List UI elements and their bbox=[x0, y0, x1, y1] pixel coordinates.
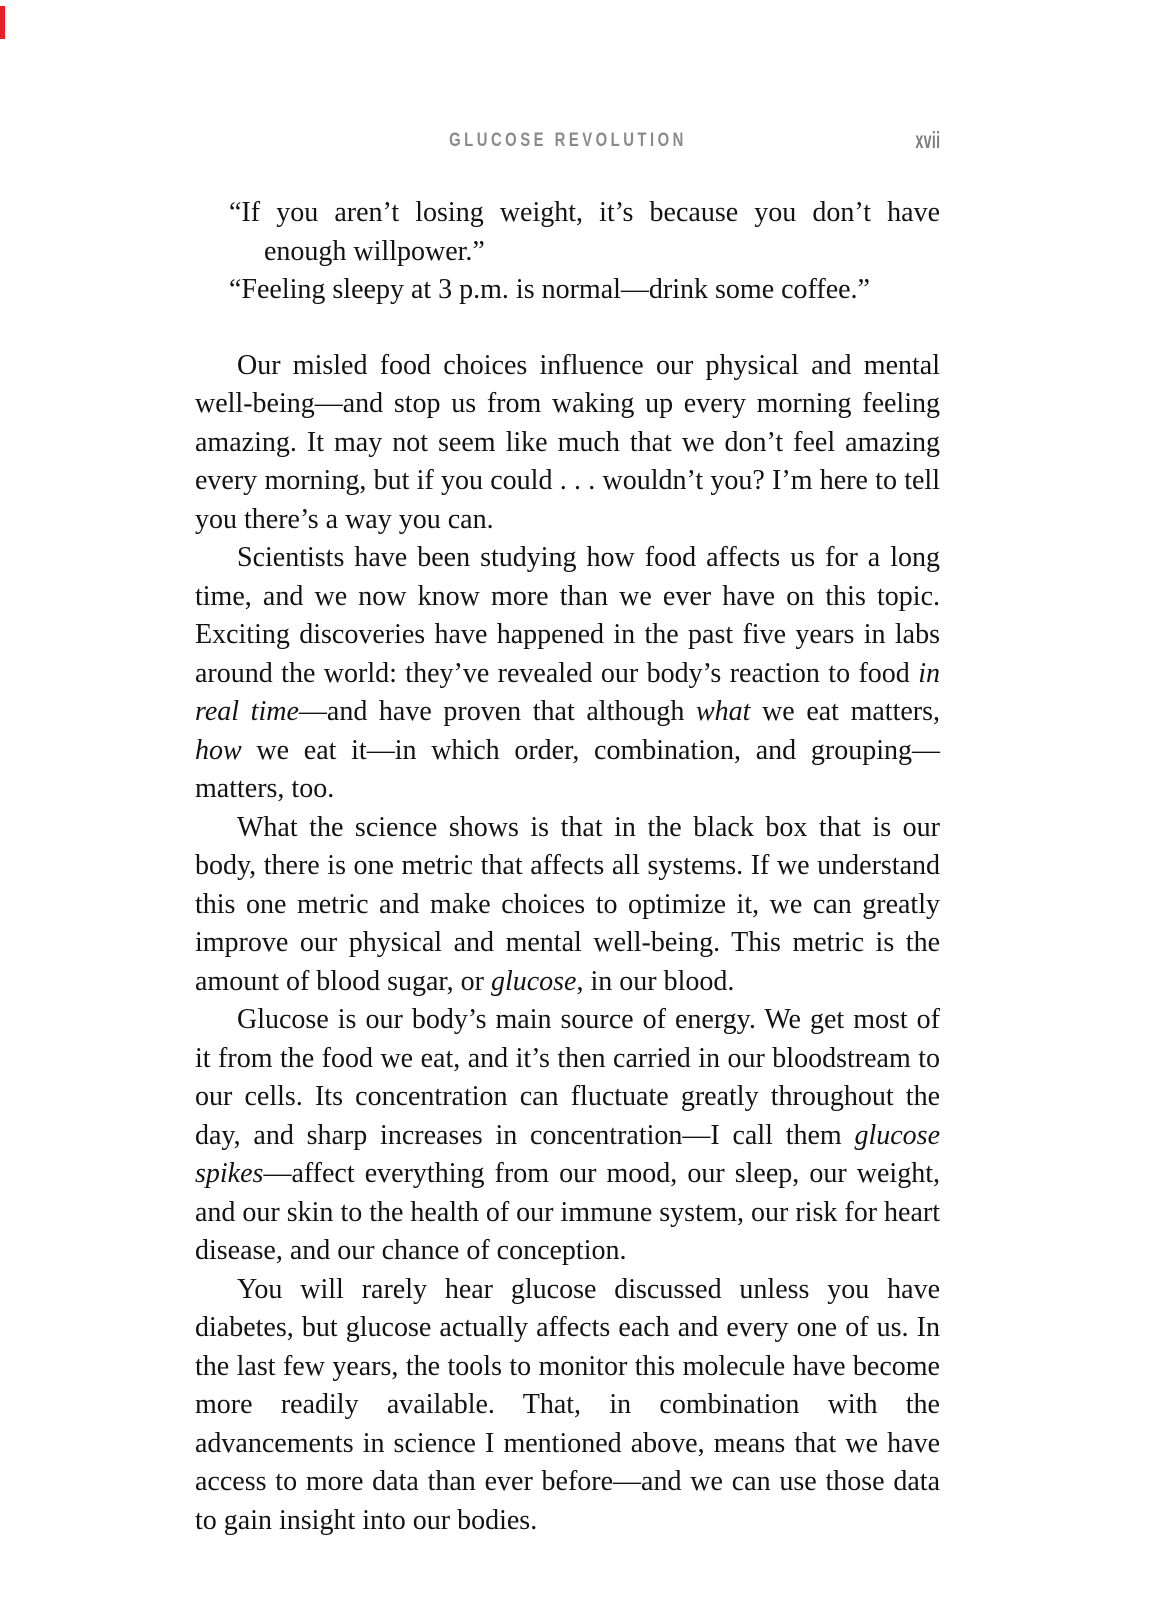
text-run: You will rarely hear glucose discussed unless you have diabetes, but glucose actually affects each and every one of us. In the last few years, the tools to monitor this molecule have become more readily available. That, in combination with the advancements in science I mentioned above, means that we have access to more data than ever before—and we can use those data to gain insight into our bodies. bbox=[195, 1273, 940, 1536]
text-run: we eat matters, bbox=[750, 696, 940, 727]
text-run: we eat it—in which order, combination, and grouping—matters, too. bbox=[195, 734, 940, 804]
text-run: Scientists have been studying how food affects us for a long time, and we now know more than we ever have on this topic. Exciting discoveries have happened in the past five years in labs around the world: they’ve revealed our body’s reaction to food bbox=[195, 542, 940, 689]
body-paragraphs bbox=[195, 347, 940, 1541]
body-paragraph bbox=[195, 539, 940, 809]
body-paragraph bbox=[195, 809, 940, 1002]
red-accent-bar bbox=[0, 6, 5, 39]
running-header bbox=[195, 127, 940, 153]
text-run: , in our blood. bbox=[576, 965, 735, 997]
italic-text-run: glucose spikes bbox=[195, 1119, 940, 1189]
italic-text-run: what bbox=[695, 696, 751, 727]
italic-text-run: in real time bbox=[195, 657, 940, 727]
page-body-text bbox=[195, 194, 940, 1540]
text-run: —affect everything from our mood, our sleep, our weight, and our skin to the health of our immune system, our risk for heart disease, and our chance of conception. bbox=[195, 1158, 940, 1266]
body-paragraph bbox=[195, 347, 940, 540]
epigraph-quote bbox=[229, 194, 940, 271]
epigraph-quote bbox=[229, 271, 940, 310]
text-run: Our misled food choices influence our physical and mental well-being—and stop us from waking up every morning feeling amazing. It may not seem like much that we don’t feel amazing every morning, but if you could . . . wouldn’t you? I’m here to tell you there’s a way you can. bbox=[195, 349, 940, 535]
body-paragraph bbox=[195, 1271, 940, 1541]
text-run: What the science shows is that in the black box that is our body, there is one metric that affects all systems. If we understand this one metric and make choices to optimize it, we can greatly improve our physical and mental well-being. This metric is the amount of blood sugar, or bbox=[195, 811, 940, 997]
page-number: xvii bbox=[914, 127, 940, 153]
text-run: —and have proven that although bbox=[298, 696, 696, 727]
italic-text-run: how bbox=[195, 734, 242, 766]
italic-text-run: glucose bbox=[490, 965, 577, 997]
epigraph-quote-block bbox=[195, 194, 940, 310]
text-run: Glucose is our body’s main source of energy. We get most of it from the food we eat, and it’s then carried in our bloodstream to our cells. Its concentration can fluctuate greatly throughout the day, and sharp increases in concentration—I call them bbox=[195, 1004, 940, 1151]
text-run: “Feeling sleepy at 3 p.m. is normal—drink some coffee.” bbox=[229, 274, 870, 305]
running-header-title: GLUCOSE REVOLUTION bbox=[448, 130, 687, 151]
body-paragraph bbox=[195, 1001, 940, 1271]
text-run: “If you aren’t losing weight, it’s because you don’t have enough willpower.” bbox=[229, 197, 940, 267]
